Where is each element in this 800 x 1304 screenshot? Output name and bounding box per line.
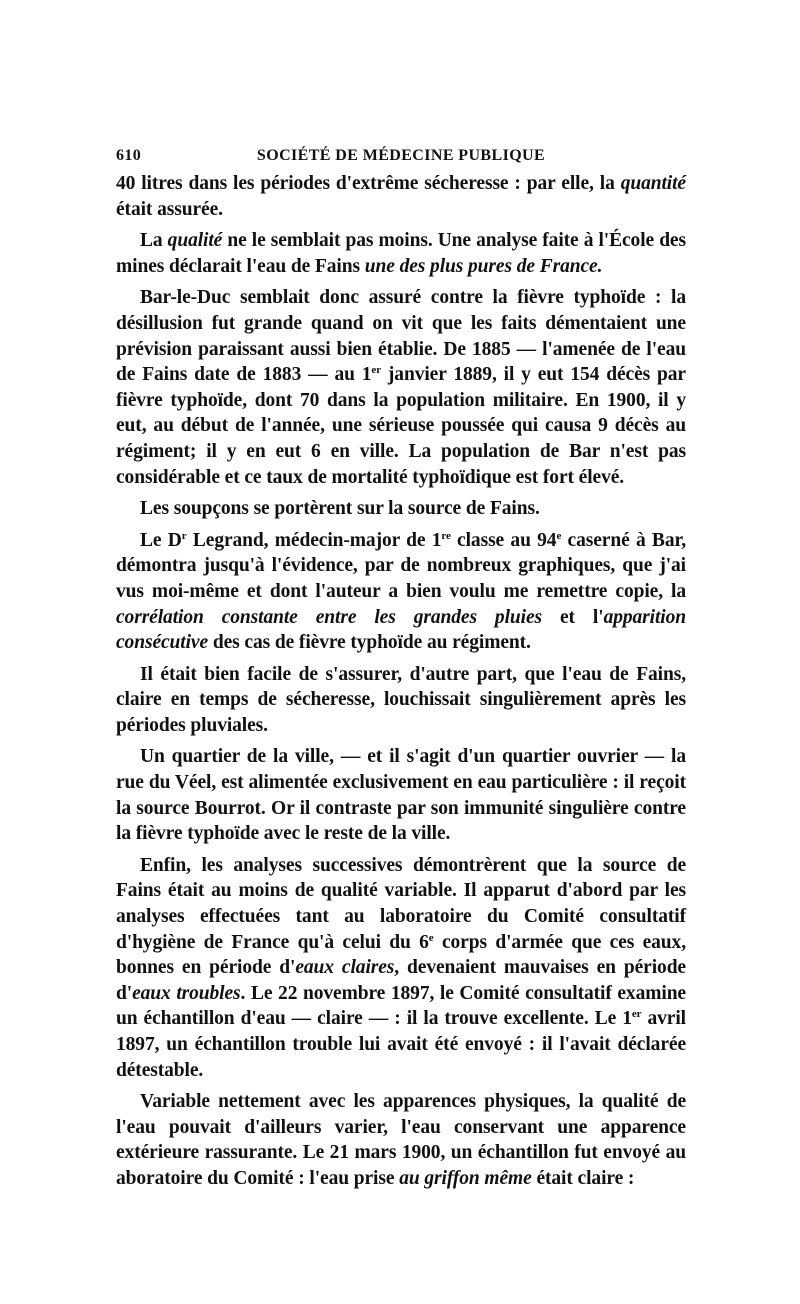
paragraph-2 (116, 228, 686, 279)
running-header (116, 143, 686, 171)
superscript: e (428, 931, 434, 944)
paragraph-6 (116, 662, 686, 739)
page (116, 143, 686, 1198)
superscript: er (371, 364, 381, 377)
paragraph-9 (116, 1089, 686, 1191)
text-run: corps d'armée que ces eaux, bonnes en période d' (116, 931, 686, 979)
text-run: , devenaient mauvaises en période d' (116, 957, 686, 1004)
italic-text: eaux claires (295, 957, 395, 979)
text-run: . Le 22 novembre 1897, le Comité consultatif examine un échantillon d'eau — claire — : il la trouve excellente. Le 1 (116, 982, 686, 1030)
running-title: SOCIÉTÉ DE MÉDECINE PUBLIQUE (256, 147, 546, 164)
text-run: Il était bien facile de s'assurer, d'autre part, que l'eau de Fains, claire en temps de sécheresse, louchissait singulièrement après les périodes pluviales. (116, 663, 686, 736)
superscript: er (631, 1008, 642, 1021)
paragraph-3 (116, 285, 686, 490)
italic-text: au griffon même (399, 1167, 532, 1189)
text-run: janvier 1889, il y eut 154 décès par fièvre typhoïde, dont 70 dans la population militaire. En 1900, il y eut, au début de l'année, une sérieuse poussée qui causa 9 décès au régiment; il y en eut 6 en ville. La population de Bar n'est pas considérable et ce taux de mortalité typhoïdique est fort élevé. (116, 364, 686, 488)
page-number: 610 (116, 147, 142, 164)
italic-text: qualité (167, 230, 223, 252)
paragraph-1 (116, 171, 686, 222)
superscript: e (556, 529, 562, 542)
text-run: Enfin, les analyses successives démontrèrent que la source de Fains était au moins de qualité variable. Il apparut d'abord par les analyses effectuées tant au laboratoire du Comité consultatif d'hygiène de France qu'à celui du 6 (116, 854, 686, 953)
italic-text: quantité (620, 173, 686, 194)
text-run: et l' (542, 606, 604, 628)
text-run: ne le semblait pas moins. Une analyse faite à l'École des mines déclarait l'eau de Fains (116, 230, 686, 277)
text-run: Variable nettement avec les apparences physiques, la qualité de l'eau pouvait d'ailleurs varier, l'eau conservant une apparence extérieure rassurante. Le 21 mars 1900, un échantillon fut envoyé au aboratoire du Comité : l'eau prise (116, 1091, 686, 1189)
italic-text: apparition consécutive (116, 606, 686, 654)
italic-text: une des plus pures de France. (364, 255, 603, 277)
text-run: Legrand, médecin-major de 1 (186, 529, 442, 551)
text-run: des cas de fièvre typhoïde au régiment. (208, 632, 531, 654)
italic-text: corrélation constante entre les grandes pluies (116, 606, 542, 628)
text-run: Bar-le-Duc semblait donc assuré contre la fièvre typhoïde : la désillusion fut grande quand on vit que les faits démentaient une prévision paraissant aussi bien établie. De 1885 — l'amenée de l'eau de Fains date de 1883 — au 1 (116, 287, 686, 386)
paragraph-8 (116, 853, 686, 1083)
paragraph-4 (116, 496, 686, 522)
paragraph-5 (116, 528, 686, 656)
superscript: r (181, 529, 187, 542)
text-run: Les soupçons se portèrent sur la source de Fains. (140, 498, 540, 520)
text-run: Un quartier de la ville, — et il s'agit d'un quartier ouvrier — la rue du Véel, est alimentée exclusivement en eau particulière : il reçoit la source Bourrot. Or il contraste par son immunité singulière contre la fièvre typhoïde avec le reste de la ville. (116, 746, 686, 845)
text-run: caserné à Bar, démontra jusqu'à l'évidence, par de nombreux graphiques, que j'ai vus moi-même et dont l'auteur a bien voulu me remettre copie, la (116, 529, 687, 602)
text-run: classe au 94 (450, 529, 557, 551)
italic-text: eaux troubles (132, 982, 241, 1004)
body-text (116, 171, 686, 1192)
text-run: était claire : (531, 1167, 635, 1189)
text-run: 40 litres dans les périodes d'extrême sécheresse : par elle, la (116, 173, 621, 194)
text-run: La (140, 230, 168, 252)
text-run: était assurée. (116, 198, 223, 220)
paragraph-7 (116, 744, 686, 846)
text-run: Le D (140, 529, 182, 551)
superscript: re (441, 529, 451, 542)
text-run: avril 1897, un échantillon trouble lui avait été envoyé : il l'avait déclarée détestable. (116, 1008, 687, 1081)
